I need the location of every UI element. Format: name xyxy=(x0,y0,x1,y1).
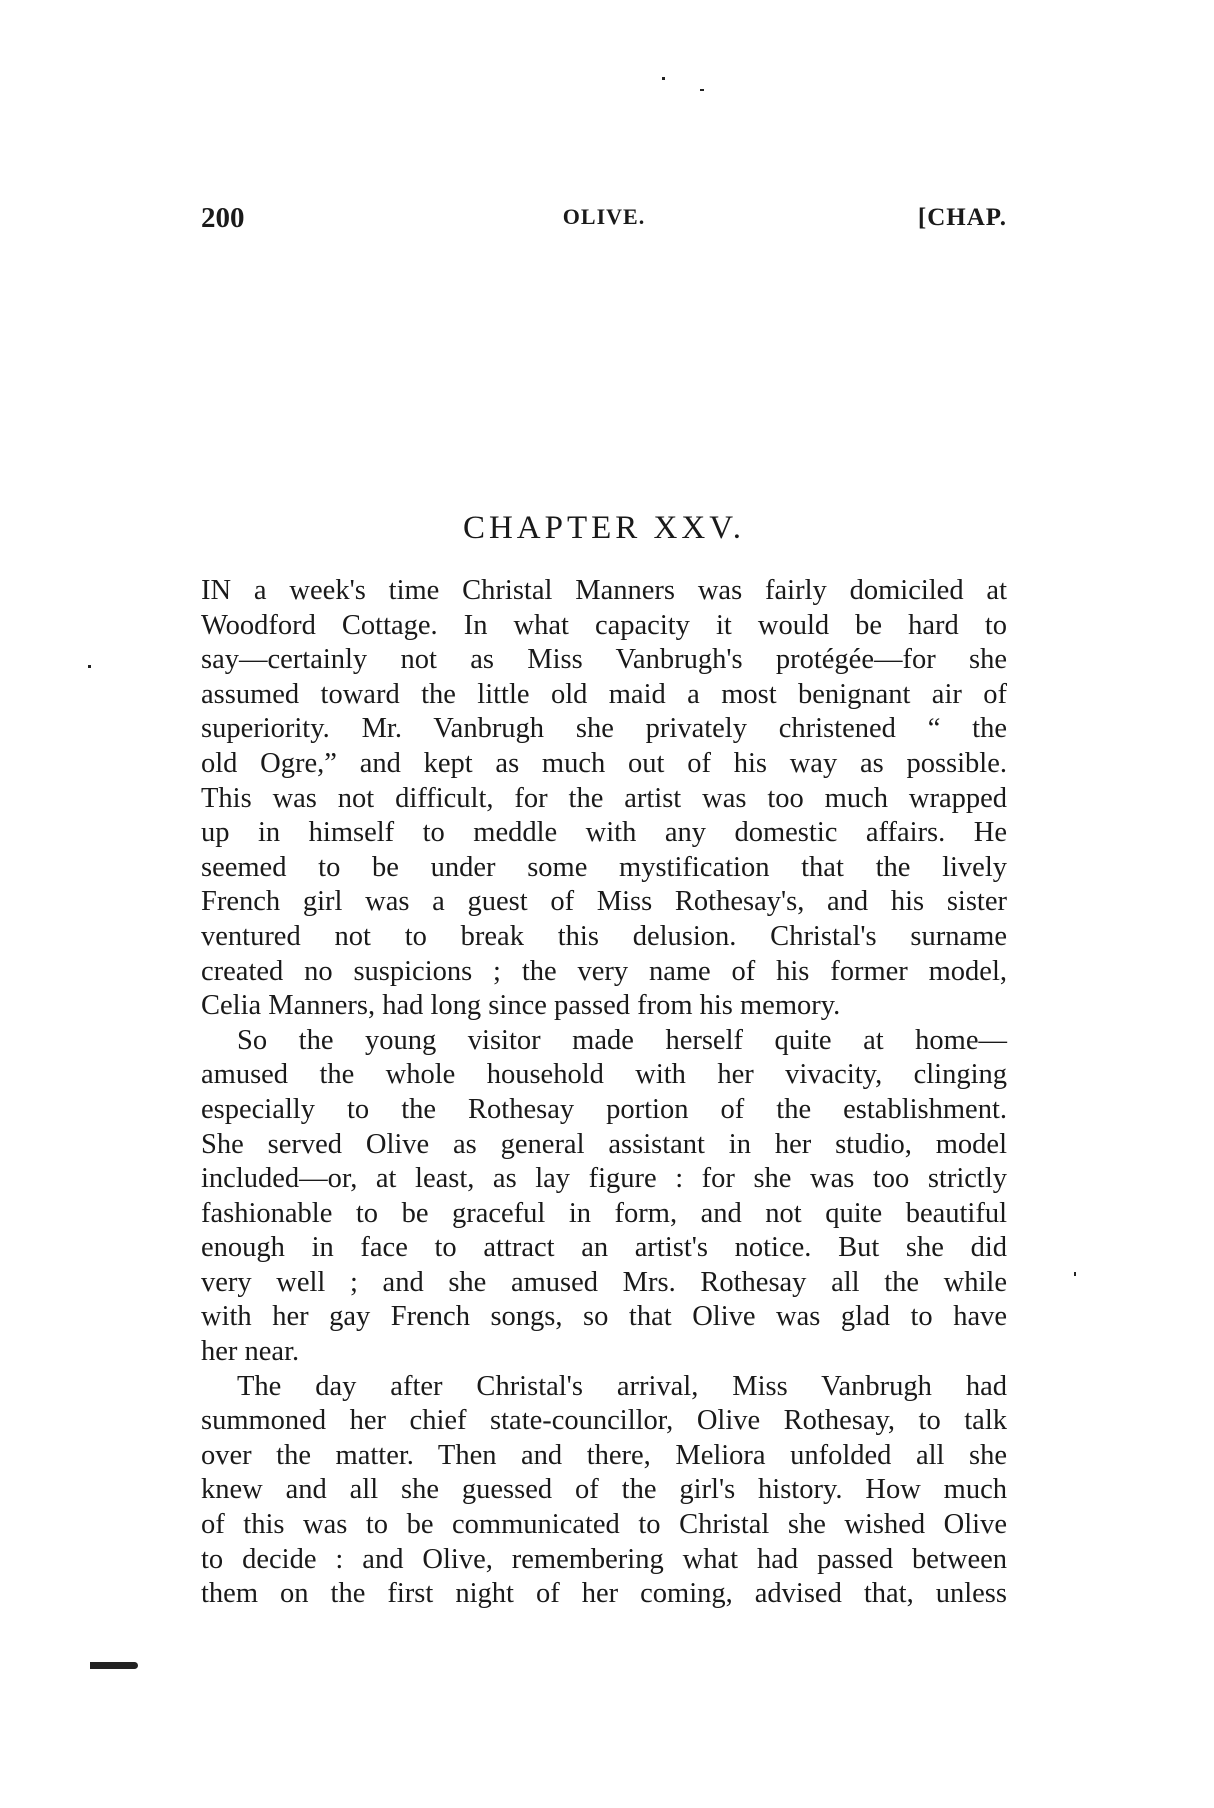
chapter-marker: [CHAP. xyxy=(917,204,1007,231)
body-text xyxy=(201,574,1007,1612)
text-line: to decide : and Olive, remembering what had passed between xyxy=(201,1543,1007,1575)
text-line: Celia Manners, had long since passed from his memory. xyxy=(201,990,841,1022)
text-line: over the matter. Then and there, Meliora unfolded all she xyxy=(201,1439,1007,1471)
text-line: Woodford Cottage. In what capacity it would be hard to xyxy=(201,609,1007,641)
text-line: them on the first night of her coming, advised that, unless xyxy=(201,1578,1007,1610)
text-line: She served Olive as general assistant in her studio, model xyxy=(201,1128,1007,1160)
text-line: knew and all she guessed of the girl's history. How much xyxy=(201,1474,1007,1506)
text-line: The day after Christal's arrival, Miss Vanbrugh had xyxy=(237,1370,1007,1402)
text-line: created no suspicions ; the very name of his former model, xyxy=(201,955,1007,987)
text-line: ventured not to break this delusion. Christal's surname xyxy=(201,920,1007,952)
text-line: superiority. Mr. Vanbrugh she privately christened “ the xyxy=(201,713,1007,745)
text-line: up in himself to meddle with any domestic affairs. He xyxy=(201,817,1007,849)
text-line: included—or, at least, as lay figure : for she was too strictly xyxy=(201,1163,1007,1195)
scan-speck xyxy=(662,77,665,80)
text-line: So the young visitor made herself quite at home— xyxy=(237,1024,1007,1056)
text-line: her near. xyxy=(201,1336,300,1368)
text-line: very well ; and she amused Mrs. Rothesay all the while xyxy=(201,1266,1007,1298)
chapter-heading: CHAPTER XXV. xyxy=(462,510,746,546)
text-line: French girl was a guest of Miss Rothesay's, and his sister xyxy=(201,886,1007,918)
text-line: old Ogre,” and kept as much out of his way as possible. xyxy=(201,747,1007,779)
text-line: say—certainly not as Miss Vanbrugh's protégée—for she xyxy=(201,644,1007,676)
scan-speck xyxy=(700,89,704,91)
text-line: especially to the Rothesay portion of the establishment. xyxy=(201,1093,1007,1125)
text-line: summoned her chief state-councillor, Olive Rothesay, to talk xyxy=(201,1405,1007,1437)
text-line: enough in face to attract an artist's notice. But she did xyxy=(201,1232,1007,1264)
running-head xyxy=(201,202,1007,242)
text-line: with her gay French songs, so that Olive was glad to have xyxy=(201,1301,1007,1333)
page-number: 200 xyxy=(201,202,245,234)
text-line: fashionable to be graceful in form, and not quite beautiful xyxy=(201,1197,1007,1229)
text-line: IN a week's time Christal Manners was fairly domiciled at xyxy=(201,575,1007,606)
running-title: OLIVE. xyxy=(562,204,646,229)
text-line: amused the whole household with her vivacity, clinging xyxy=(201,1059,1007,1091)
text-line: seemed to be under some mystification that the lively xyxy=(201,851,1007,883)
text-line: assumed toward the little old maid a most benignant air of xyxy=(201,678,1007,710)
page-edge-mark xyxy=(90,1662,138,1669)
scan-speck xyxy=(1074,1272,1076,1276)
scan-speck xyxy=(88,665,91,668)
text-line: of this was to be communicated to Christal she wished Olive xyxy=(201,1509,1007,1541)
text-line: This was not difficult, for the artist was too much wrapped xyxy=(201,782,1007,814)
